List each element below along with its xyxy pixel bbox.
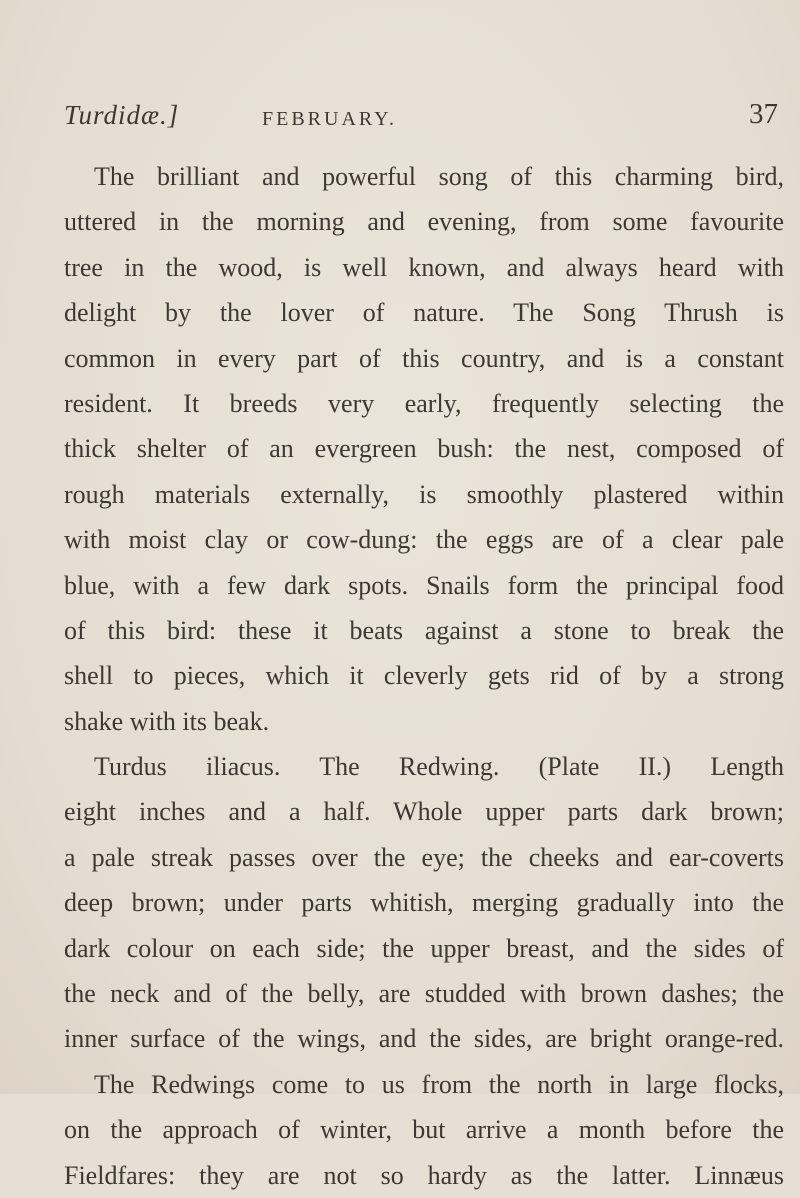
text-line: The brilliant and powerful song of this charming bird, xyxy=(94,162,784,191)
text-line: shell to pieces, which it cleverly gets rid of by a strong xyxy=(64,661,784,691)
text-line: The Redwings come to us from the north in large flocks, xyxy=(94,1069,784,1099)
text-line: dark colour on each side; the upper breast, and the sides of xyxy=(64,933,784,963)
running-head xyxy=(64,96,782,144)
month-heading: FEBRUARY. xyxy=(262,108,398,130)
text-line: uttered in the morning and evening, from some favourite xyxy=(64,207,784,237)
text-line: with moist clay or cow-dung: the eggs are of a clear pale xyxy=(64,525,784,555)
text-line: Turdus iliacus. The Redwing. (Plate II.) Length xyxy=(94,752,784,782)
text-line: deep brown; under parts whitish, merging gradually into the xyxy=(64,888,784,918)
text-line: common in every part of this country, and is a constant xyxy=(64,343,784,373)
text-line: eight inches and a half. Whole upper parts dark brown; xyxy=(64,797,784,827)
text-line: shake with its beak. xyxy=(64,706,270,736)
text-line: the neck and of the belly, are studded with brown dashes; the xyxy=(64,979,784,1009)
body-text xyxy=(64,154,784,1198)
page-number: 37 xyxy=(749,98,778,130)
text-line: inner surface of the wings, and the sides, are bright orange-red. xyxy=(64,1024,784,1054)
text-line: tree in the wood, is well known, and always heard with xyxy=(64,252,784,282)
text-line: resident. It breeds very early, frequently selecting the xyxy=(64,388,784,418)
text-line: on the approach of winter, but arrive a month before the xyxy=(64,1115,784,1145)
text-line: thick shelter of an evergreen bush: the nest, composed of xyxy=(64,434,784,464)
text-line: of this bird: these it beats against a stone to break the xyxy=(64,615,784,645)
text-line: a pale streak passes over the eye; the cheeks and ear-coverts xyxy=(64,842,784,872)
text-line: rough materials externally, is smoothly plastered within xyxy=(64,479,784,509)
text-line: blue, with a few dark spots. Snails form the principal food xyxy=(64,570,784,600)
section-title: Turdidæ.] xyxy=(64,100,180,130)
text-line: Fieldfares: they are not so hardy as the latter. Linnæus xyxy=(64,1160,784,1190)
text-line: delight by the lover of nature. The Song Thrush is xyxy=(64,298,784,328)
